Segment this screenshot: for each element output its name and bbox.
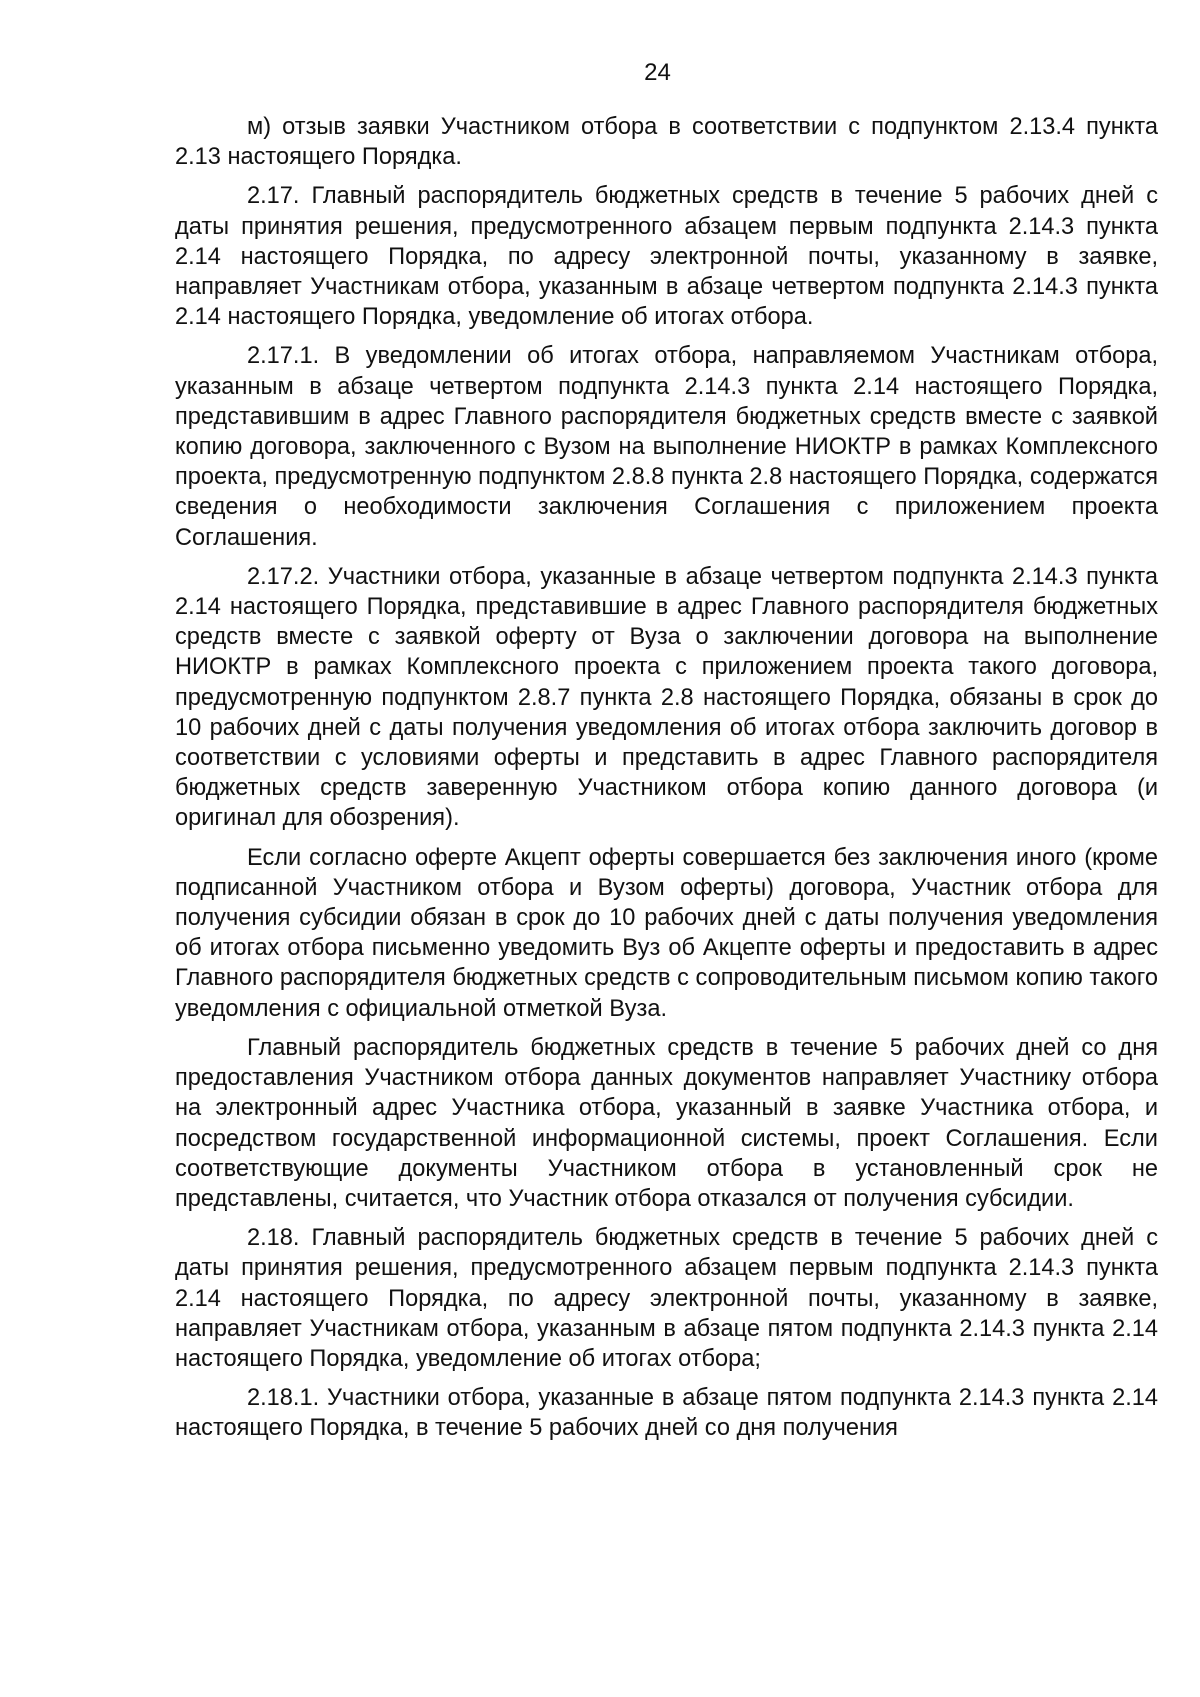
paragraph-2-17-1: 2.17.1. В уведомлении об итогах отбора, направляемом Участникам отбора, указанным в абзаце четвертом подпункта 2.14.3 пункта 2.14 настоящего Порядка, представившим в адрес Главного распорядителя бюджетных средств вместе с заявкой копию договора, заключенного с Вузом на выполнение НИОКТР в рамках Комплексного проекта, предусмотренную подпунктом 2.8.8 пункта 2.8 настоящего Порядка, содержатся сведения о необходимости заключения Соглашения с приложением проекта Соглашения. (175, 343, 1158, 551)
paragraph-item-m: м) отзыв заявки Участником отбора в соответствии с подпунктом 2.13.4 пункта 2.13 настоящего Порядка. (175, 114, 1158, 171)
paragraph-2-18-1: 2.18.1. Участники отбора, указанные в абзаце пятом подпункта 2.14.3 пункта 2.14 настоящего Порядка, в течение 5 рабочих дней со дня получения (175, 1385, 1158, 1442)
paragraph-agreement-draft: Главный распорядитель бюджетных средств в течение 5 рабочих дней со дня предоставления Участником отбора данных документов направляет Участнику отбора на электронный адрес Участника отбора, указанный в заявке Участника отбора, и посредством государственной информационной системы, проект Соглашения. Если соответствующие документы Участником отбора в установленный срок не представлены, считается, что Участник отбора отказался от получения субсидии. (175, 1034, 1158, 1212)
document-body (175, 112, 1158, 1453)
paragraph-2-17: 2.17. Главный распорядитель бюджетных средств в течение 5 рабочих дней с даты принятия решения, предусмотренного абзацем первым подпункта 2.14.3 пункта 2.14 настоящего Порядка, по адресу электронной почты, указанному в заявке, направляет Участникам отбора, указанным в абзаце четвертом подпункта 2.14.3 пункта 2.14 настоящего Порядка, уведомление об итогах отбора. (175, 183, 1158, 331)
paragraph-2-18: 2.18. Главный распорядитель бюджетных средств в течение 5 рабочих дней с даты принятия решения, предусмотренного абзацем первым подпункта 2.14.3 пункта 2.14 настоящего Порядка, по адресу электронной почты, указанному в заявке, направляет Участникам отбора, указанным в абзаце пятом подпункта 2.14.3 пункта 2.14 настоящего Порядка, уведомление об итогах отбора; (175, 1225, 1158, 1372)
page-number: 24 (644, 59, 671, 86)
paragraph-offer-acceptance: Если согласно оферте Акцепт оферты совершается без заключения иного (кроме подписанной Участником отбора и Вузом оферты) договора, Участник отбора для получения субсидии обязан в срок до 10 рабочих дней с даты получения уведомления об итогах отбора письменно уведомить Вуз об Акцепте оферты и предоставить в адрес Главного распорядителя бюджетных средств с сопроводительным письмом копию такого уведомления с официальной отметкой Вуза. (175, 844, 1158, 1022)
paragraph-2-17-2: 2.17.2. Участники отбора, указанные в абзаце четвертом подпункта 2.14.3 пункта 2.14 настоящего Порядка, представившие в адрес Главного распорядителя бюджетных средств вместе с заявкой оферту от Вуза о заключении договора на выполнение НИОКТР в рамках Комплексного проекта с приложением проекта такого договора, предусмотренную подпунктом 2.8.7 пункта 2.8 настоящего Порядка, обязаны в срок до 10 рабочих дней с даты получения уведомления об итогах отбора заключить договор в соответствии с условиями оферты и представить в адрес Главного распорядителя бюджетных средств заверенную Участником отбора копию данного договора (и оригинал для обозрения). (175, 563, 1158, 832)
